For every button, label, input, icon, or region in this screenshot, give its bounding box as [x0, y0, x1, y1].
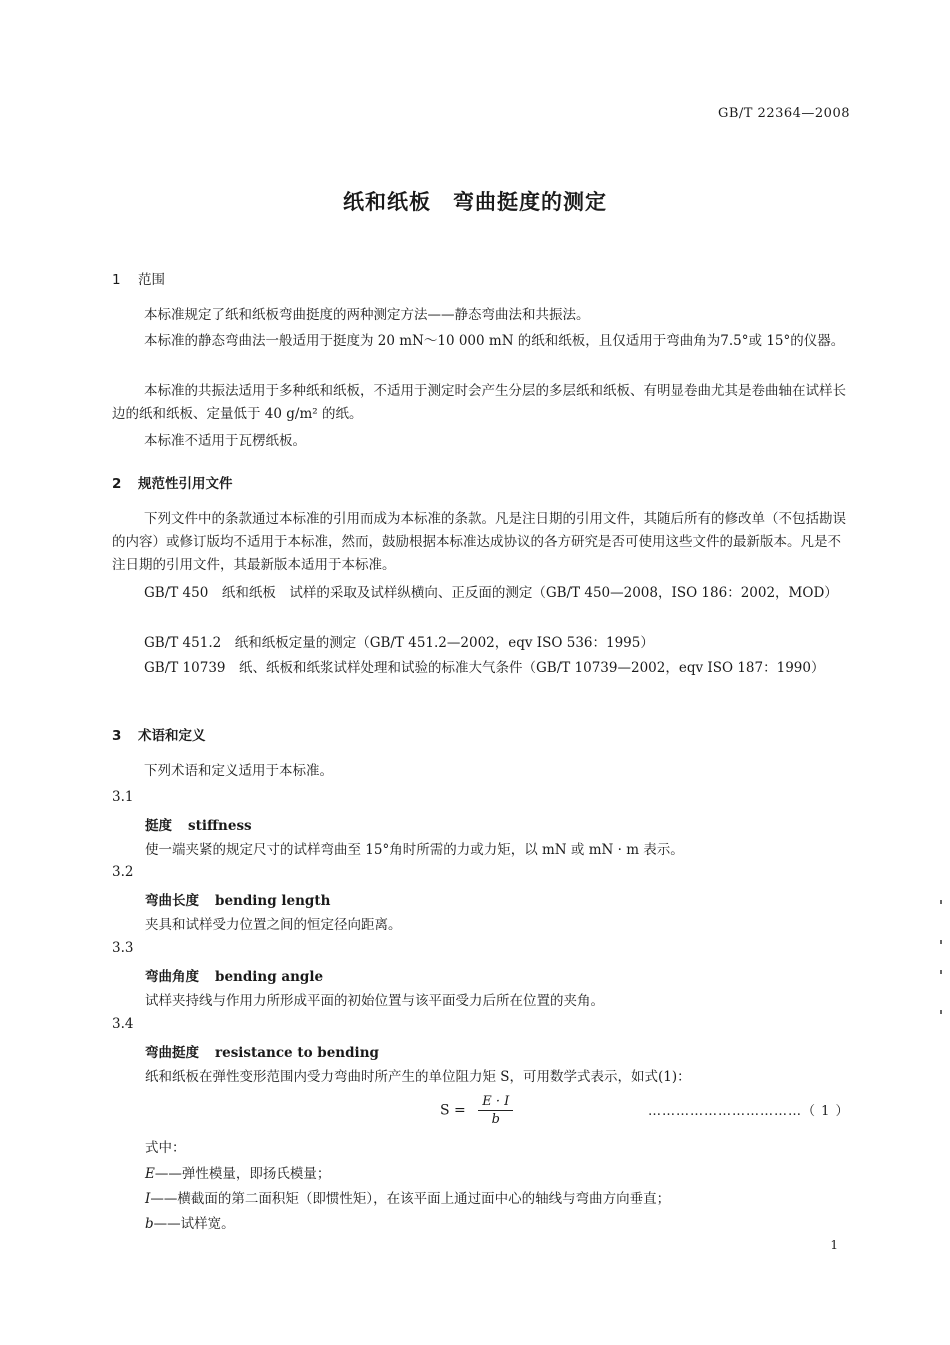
term-definition: 使一端夹紧的规定尺寸的试样弯曲至 15°角时所需的力或力矩，以 mN 或 mN · m 表示。 — [145, 842, 684, 858]
paragraph: 本标准不适用于瓦楞纸板。 — [144, 433, 306, 449]
standard-code: GB/T 22364—2008 — [717, 106, 850, 121]
term-zh: 弯曲挺度 — [145, 1045, 199, 1061]
term-number: 3.2 — [112, 864, 134, 880]
scan-mark — [940, 1010, 942, 1014]
reference-item: GB/T 450 纸和纸板 试样的采取及试样纵横向、正反面的测定（GB/T 450—2008，ISO 186：2002，MOD） — [144, 585, 838, 601]
where-label: 式中： — [145, 1140, 186, 1156]
scan-mark — [940, 940, 942, 944]
variable-description: ——横截面的第二面积矩（即惯性矩），在该平面上通过面中心的轴线与弯曲方向垂直； — [150, 1191, 671, 1207]
variable-description: ——弹性模量，即扬氏模量； — [154, 1166, 331, 1182]
term-en: bending length — [215, 893, 331, 909]
term-number: 3.4 — [112, 1016, 134, 1032]
term-en: stiffness — [188, 818, 252, 834]
paragraph: 本标准的共振法适用于多种纸和纸板，不适用于测定时会产生分层的多层纸和纸板、有明显卷曲尤其是卷曲轴在试样长边的纸和纸板、定量低于 40 g/m² 的纸。 — [112, 383, 846, 422]
variable-definition — [145, 1212, 235, 1232]
term-definition: 纸和纸板在弹性变形范围内受力弯曲时所产生的单位阻力矩 S，可用数学式表示，如式(1)： — [145, 1069, 691, 1085]
section-title: 规范性引用文件 — [138, 476, 233, 492]
section-number: 1 — [112, 272, 121, 288]
section-2-heading — [112, 472, 233, 492]
section-1-heading — [112, 268, 165, 288]
term-number: 3.3 — [112, 940, 134, 956]
document-title: 纸和纸板 弯曲挺度的测定 — [343, 190, 607, 214]
section-number: 2 — [112, 476, 122, 492]
term-zh: 弯曲角度 — [145, 969, 199, 985]
paragraph: 本标准的静态弯曲法一般适用于挺度为 20 mN～10 000 mN 的纸和纸板，且仅适用于弯曲角为7.5°或 15°的仪器。 — [144, 333, 845, 349]
reference-item: GB/T 451.2 纸和纸板定量的测定（GB/T 451.2—2002，eqv ISO 536：1995） — [144, 635, 654, 651]
variable-symbol: b — [145, 1216, 154, 1232]
formula — [440, 1094, 513, 1127]
term-heading — [145, 1041, 379, 1061]
formula-denominator: b — [491, 1112, 500, 1127]
term-heading — [145, 965, 323, 985]
term-zh: 弯曲长度 — [145, 893, 199, 909]
term-en: bending angle — [215, 969, 324, 985]
paragraph: 下列术语和定义适用于本标准。 — [144, 763, 333, 779]
scan-mark — [940, 970, 942, 974]
variable-description: ——试样宽。 — [153, 1216, 235, 1232]
page-number: 1 — [830, 1238, 838, 1252]
section-title: 术语和定义 — [138, 728, 206, 744]
term-number: 3.1 — [112, 789, 134, 805]
scan-mark — [940, 900, 942, 904]
term-heading — [145, 889, 330, 909]
section-number: 3 — [112, 728, 122, 744]
variable-symbol: E — [145, 1166, 155, 1182]
term-definition: 试样夹持线与作用力所形成平面的初始位置与该平面受力后所在位置的夹角。 — [145, 993, 604, 1009]
paragraph: 下列文件中的条款通过本标准的引用而成为本标准的条款。凡是注日期的引用文件，其随后所有的修改单（不包括勘误的内容）或修订版均不适用于本标准，然而，鼓励根据本标准达成协议的各方研究是否可使用这些文件的最新版本。凡是不注日期的引用文件，其最新版本适用于本标准。 — [112, 511, 846, 573]
formula-number: ……………………………（ 1 ） — [648, 1104, 850, 1119]
term-heading — [145, 814, 252, 834]
variable-symbol: I — [145, 1191, 151, 1207]
formula-lhs: S = — [440, 1102, 466, 1119]
term-en: resistance to bending — [215, 1045, 379, 1061]
reference-item: GB/T 10739 纸、纸板和纸浆试样处理和试验的标准大气条件（GB/T 10739—2002，eqv ISO 187：1990） — [144, 660, 825, 676]
formula-fraction — [478, 1094, 513, 1127]
section-title: 范围 — [138, 272, 165, 288]
term-definition: 夹具和试样受力位置之间的恒定径向距离。 — [145, 917, 402, 933]
paragraph: 本标准规定了纸和纸板弯曲挺度的两种测定方法——静态弯曲法和共振法。 — [144, 307, 590, 323]
section-3-heading — [112, 724, 206, 744]
variable-definition — [145, 1187, 670, 1207]
variable-definition — [145, 1162, 330, 1182]
term-zh: 挺度 — [145, 818, 172, 834]
formula-numerator: E · I — [478, 1094, 513, 1111]
